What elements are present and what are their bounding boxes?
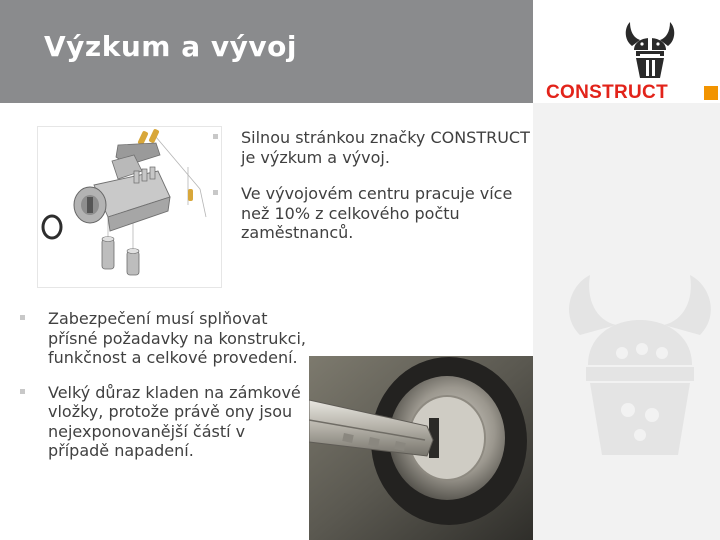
bullet-text: Zabezpečení musí splňovat přísné požadavky na konstrukci, funkčnost a celkové provedení. xyxy=(48,309,306,367)
brand-orange-square xyxy=(704,86,718,100)
key-in-lock-cylinder-photo xyxy=(309,356,533,540)
bullet-square-icon xyxy=(213,190,218,195)
key-lock-photo xyxy=(309,356,533,540)
viking-helmet-icon xyxy=(618,18,682,82)
bullet-list-bottom xyxy=(48,309,310,476)
bullet-square-icon xyxy=(213,134,218,139)
exploded-lock-assembly-diagram xyxy=(38,127,221,287)
bullet-text: Silnou stránkou značky CONSTRUCT je výzkum a vývoj. xyxy=(241,128,530,167)
list-item xyxy=(241,128,533,167)
list-item xyxy=(48,309,310,368)
bullet-square-icon xyxy=(20,315,25,320)
bullet-list-top xyxy=(241,128,533,260)
viking-helmet-watermark xyxy=(560,265,720,455)
list-item xyxy=(241,184,533,243)
lock-diagram-image xyxy=(37,126,222,288)
slide-title: Výzkum a vývoj xyxy=(44,30,297,63)
bullet-text: Velký důraz kladen na zámkové vložky, protože právě ony jsou nejexponovanější částí v případě napadení. xyxy=(48,382,301,460)
brand-wordmark: CONSTRUCT xyxy=(546,82,668,103)
bullet-text: Ve vývojovém centru pracuje více než 10% z celkového počtu zaměstnanců. xyxy=(241,184,513,242)
list-item xyxy=(48,383,310,461)
bullet-square-icon xyxy=(20,389,25,394)
